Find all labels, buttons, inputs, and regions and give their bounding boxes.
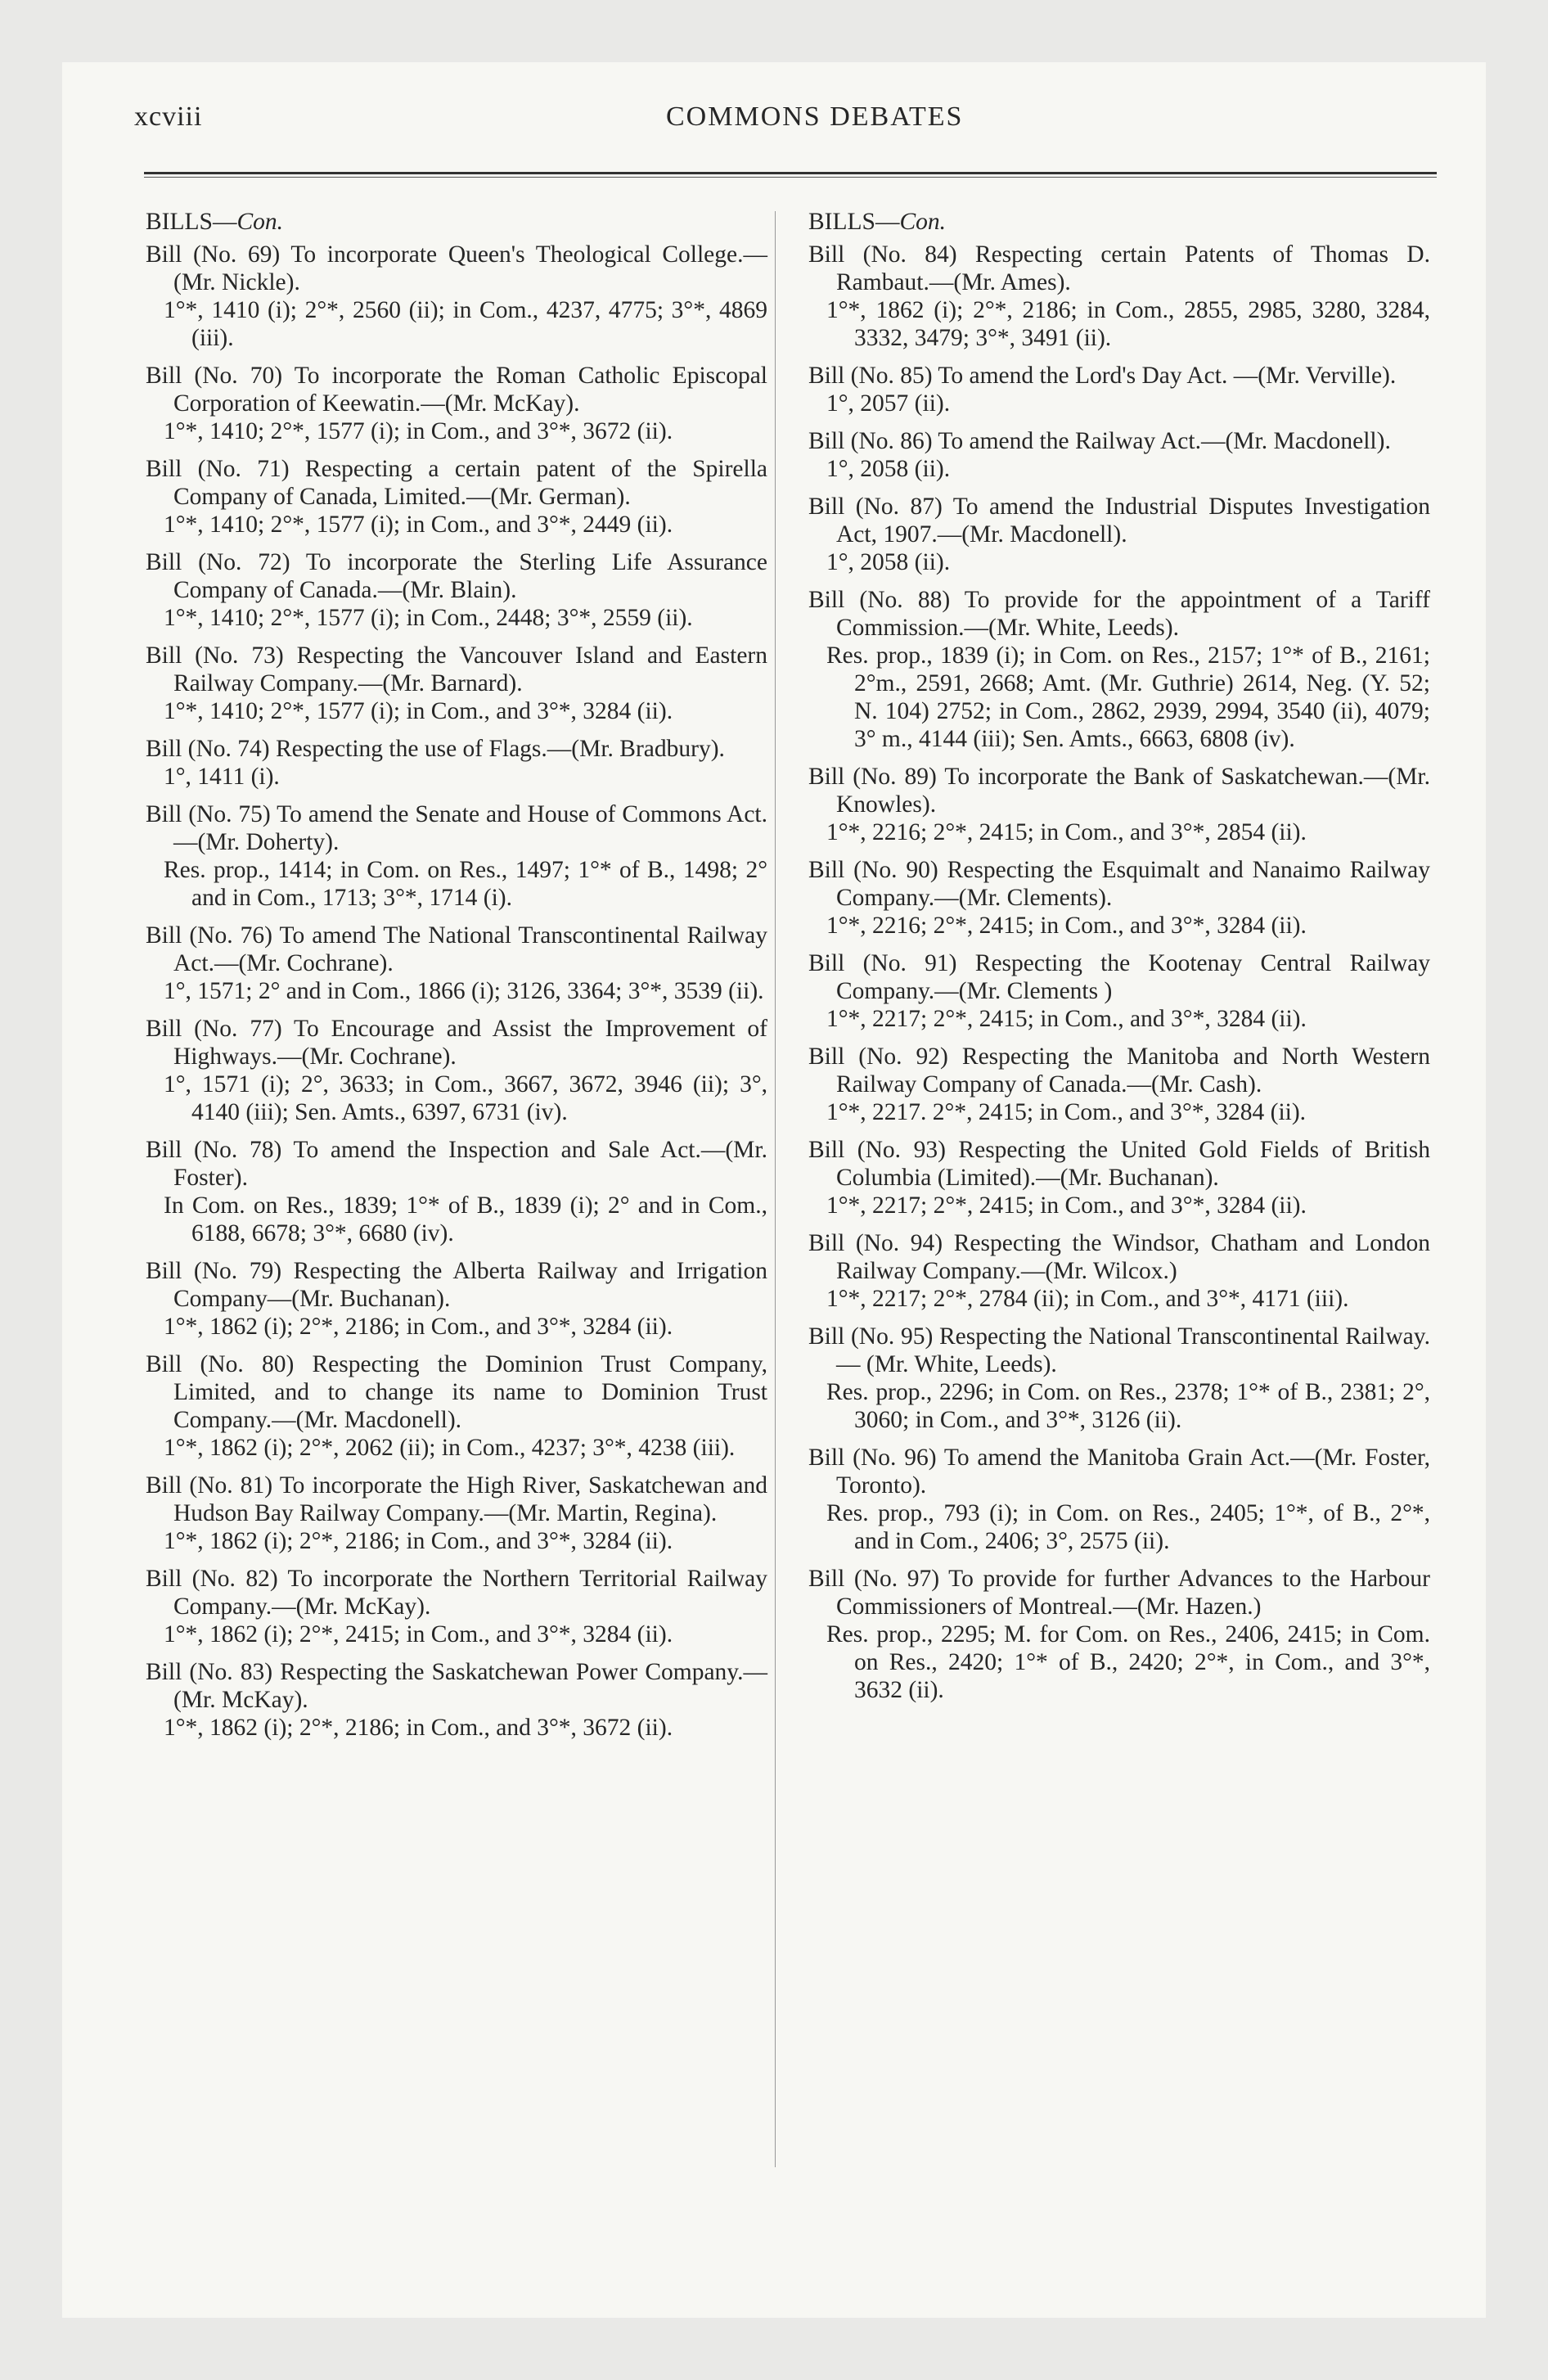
left-column xyxy=(146,208,767,1751)
bill-entry xyxy=(146,455,767,539)
bill-entry xyxy=(146,1658,767,1742)
bill-title: Bill (No. 78) To amend the Inspection and Sale Act.—(Mr. Foster). xyxy=(146,1137,767,1191)
bill-proceedings: 1°, 1571; 2° and in Com., 1866 (i); 3126, 3364; 3°*, 3539 (ii). xyxy=(164,978,764,1004)
bill-proceedings: 1°*, 1862 (i); 2°*, 2186; in Com., 2855, 2985, 3280, 3284, 3332, 3479; 3°*, 3491 (ii). xyxy=(826,297,1430,351)
bill-proceedings: 1°*, 1862 (i); 2°*, 2415; in Com., and 3°*, 3284 (ii). xyxy=(164,1621,673,1648)
column-heading xyxy=(808,208,1430,236)
page-header xyxy=(134,101,1443,151)
document-page xyxy=(62,62,1486,2318)
bill-proceedings: 1°*, 1410; 2°*, 1577 (i); in Com., and 3°*, 3284 (ii). xyxy=(164,698,673,724)
bill-title: Bill (No. 72) To incorporate the Sterling Life Assurance Company of Canada.—(Mr. Blain). xyxy=(146,549,767,603)
column-divider xyxy=(775,211,776,2167)
bill-proceedings: 1°, 1411 (i). xyxy=(164,764,280,790)
bill-proceedings: 1°*, 1862 (i); 2°*, 2186; in Com., and 3°*, 3284 (ii). xyxy=(164,1314,673,1340)
bill-proceedings: 1°*, 1410; 2°*, 1577 (i); in Com., and 3°*, 3672 (ii). xyxy=(164,418,673,444)
bill-entry xyxy=(146,241,767,352)
bill-title: Bill (No. 79) Respecting the Alberta Railway and Irrigation Company—(Mr. Buchanan). xyxy=(146,1258,767,1312)
column-heading-con: Con. xyxy=(236,209,284,235)
bill-title: Bill (No. 90) Respecting the Esquimalt and Nanaimo Railway Company.—(Mr. Clements). xyxy=(808,857,1430,911)
page-number: xcviii xyxy=(134,101,203,132)
bill-entry xyxy=(146,642,767,725)
bill-proceedings: 1°*, 1410 (i); 2°*, 2560 (ii); in Com., 4237, 4775; 3°*, 4869 (iii). xyxy=(164,297,767,351)
bill-title: Bill (No. 82) To incorporate the Northern Territorial Railway Company.—(Mr. McKay). xyxy=(146,1566,767,1620)
bill-entry xyxy=(146,800,767,912)
bill-entry xyxy=(146,1472,767,1555)
bill-title: Bill (No. 92) Respecting the Manitoba and North Western Railway Company of Canada.—(Mr. Cash). xyxy=(808,1044,1430,1098)
bill-proceedings: 1°*, 2217; 2°*, 2415; in Com., and 3°*, 3284 (ii). xyxy=(826,1192,1307,1219)
bill-entry xyxy=(808,1229,1430,1313)
bill-proceedings: 1°*, 1410; 2°*, 1577 (i); in Com., 2448; 3°*, 2559 (ii). xyxy=(164,605,693,631)
bill-title: Bill (No. 95) Respecting the National Transcontinental Railway. — (Mr. White, Leeds). xyxy=(808,1323,1430,1377)
bill-entry xyxy=(808,1043,1430,1126)
bill-entry xyxy=(146,1565,767,1648)
bill-entry xyxy=(808,856,1430,940)
bill-entry xyxy=(808,763,1430,846)
bill-entry xyxy=(808,427,1430,483)
bill-proceedings: In Com. on Res., 1839; 1°* of B., 1839 (i); 2° and in Com., 6188, 6678; 3°*, 6680 (iv). xyxy=(164,1192,767,1246)
bill-proceedings: 1°*, 2216; 2°*, 2415; in Com., and 3°*, 2854 (ii). xyxy=(826,819,1307,845)
bill-entry xyxy=(146,922,767,1005)
bill-proceedings: 1°*, 2216; 2°*, 2415; in Com., and 3°*, 3284 (ii). xyxy=(826,913,1307,939)
bill-title: Bill (No. 84) Respecting certain Patents of Thomas D. Rambaut.—(Mr. Ames). xyxy=(808,241,1430,295)
bill-proceedings: 1°, 1571 (i); 2°, 3633; in Com., 3667, 3672, 3946 (ii); 3°, 4140 (iii); Sen. Amts., 6397, 6731 (iv). xyxy=(164,1071,767,1125)
bill-entry xyxy=(808,1565,1430,1704)
bill-title: Bill (No. 91) Respecting the Kootenay Central Railway Company.—(Mr. Clements ) xyxy=(808,950,1430,1004)
bill-proceedings: Res. prop., 793 (i); in Com. on Res., 2405; 1°*, of B., 2°*, and in Com., 2406; 3°, 2575 (ii). xyxy=(826,1500,1430,1554)
bill-entry xyxy=(808,493,1430,576)
bill-entry xyxy=(146,548,767,632)
bill-entry xyxy=(808,949,1430,1033)
bill-entry xyxy=(146,1257,767,1341)
bill-entry xyxy=(808,586,1430,753)
bill-title: Bill (No. 87) To amend the Industrial Disputes Investigation Act, 1907.—(Mr. Macdonell). xyxy=(808,494,1430,548)
bill-title: Bill (No. 80) Respecting the Dominion Trust Company, Limited, and to change its name to Dominion Trust Company.—(Mr. Macdonell). xyxy=(146,1351,767,1433)
bill-proceedings: Res. prop., 2296; in Com. on Res., 2378; 1°* of B., 2381; 2°, 3060; in Com., and 3°*, 3126 (ii). xyxy=(826,1379,1430,1433)
bill-proceedings: 1°*, 1862 (i); 2°*, 2186; in Com., and 3°*, 3284 (ii). xyxy=(164,1528,673,1554)
bill-entry xyxy=(808,1136,1430,1219)
bill-entry xyxy=(146,1350,767,1462)
bill-title: Bill (No. 93) Respecting the United Gold Fields of British Columbia (Limited).—(Mr. Buchanan). xyxy=(808,1137,1430,1191)
bill-proceedings: Res. prop., 1414; in Com. on Res., 1497; 1°* of B., 1498; 2° and in Com., 1713; 3°*, 1714 (i). xyxy=(164,857,767,911)
bill-title: Bill (No. 69) To incorporate Queen's Theological College.—(Mr. Nickle). xyxy=(146,241,767,295)
bill-title: Bill (No. 83) Respecting the Saskatchewan Power Company.—(Mr. McKay). xyxy=(146,1659,767,1713)
bill-proceedings: 1°, 2057 (ii). xyxy=(826,390,951,417)
bill-title: Bill (No. 88) To provide for the appointment of a Tariff Commission.—(Mr. White, Leeds). xyxy=(808,587,1430,641)
bill-entry xyxy=(808,362,1430,417)
bill-title: Bill (No. 89) To incorporate the Bank of Saskatchewan.—(Mr. Knowles). xyxy=(808,764,1430,818)
column-heading-main: BILLS— xyxy=(146,209,237,235)
bill-title: Bill (No. 85) To amend the Lord's Day Act. —(Mr. Verville). xyxy=(808,363,1397,389)
bill-proceedings: 1°, 2058 (ii). xyxy=(826,456,951,482)
bill-title: Bill (No. 70) To incorporate the Roman Catholic Episcopal Corporation of Keewatin.—(Mr. McKay). xyxy=(146,363,767,417)
bill-title: Bill (No. 97) To provide for further Advances to the Harbour Commissioners of Montreal.—(Mr. Hazen.) xyxy=(808,1566,1430,1620)
bill-title: Bill (No. 96) To amend the Manitoba Grain Act.—(Mr. Foster, Toronto). xyxy=(808,1445,1430,1499)
bill-entry xyxy=(808,1444,1430,1555)
bill-title: Bill (No. 94) Respecting the Windsor, Chatham and London Railway Company.—(Mr. Wilcox.) xyxy=(808,1230,1430,1284)
bill-entry xyxy=(808,1323,1430,1434)
right-column xyxy=(808,208,1430,1714)
bill-proceedings: 1°*, 1862 (i); 2°*, 2186; in Com., and 3°*, 3672 (ii). xyxy=(164,1715,673,1741)
bill-proceedings: 1°*, 1410; 2°*, 1577 (i); in Com., and 3°*, 2449 (ii). xyxy=(164,512,673,538)
bill-entry xyxy=(146,735,767,791)
bill-proceedings: 1°*, 2217. 2°*, 2415; in Com., and 3°*, 3284 (ii). xyxy=(826,1099,1307,1125)
bill-entry xyxy=(146,362,767,445)
bill-title: Bill (No. 77) To Encourage and Assist the Improvement of Highways.—(Mr. Cochrane). xyxy=(146,1016,767,1070)
bill-entry xyxy=(146,1015,767,1126)
bill-proceedings: 1°*, 1862 (i); 2°*, 2062 (ii); in Com., 4237; 3°*, 4238 (iii). xyxy=(164,1435,736,1461)
bill-proceedings: Res. prop., 2295; M. for Com. on Res., 2406, 2415; in Com. on Res., 2420; 1°* of B., 2420; 2°*, in Com., and 3°*, 3632 (ii). xyxy=(826,1621,1430,1703)
header-rule-thin xyxy=(144,177,1437,178)
header-rule-thick xyxy=(144,172,1437,174)
bill-proceedings: 1°, 2058 (ii). xyxy=(826,549,951,575)
bill-entry xyxy=(808,241,1430,352)
bill-title: Bill (No. 75) To amend the Senate and House of Commons Act.—(Mr. Doherty). xyxy=(146,801,767,855)
bill-title: Bill (No. 73) Respecting the Vancouver Island and Eastern Railway Company.—(Mr. Barnard). xyxy=(146,642,767,696)
bill-title: Bill (No. 74) Respecting the use of Flags.—(Mr. Bradbury). xyxy=(146,736,725,762)
bill-title: Bill (No. 76) To amend The National Transcontinental Railway Act.—(Mr. Cochrane). xyxy=(146,922,767,976)
column-heading-con: Con. xyxy=(899,209,947,235)
column-heading-main: BILLS— xyxy=(808,209,900,235)
bill-title: Bill (No. 86) To amend the Railway Act.—(Mr. Macdonell). xyxy=(808,428,1391,454)
bill-title: Bill (No. 81) To incorporate the High River, Saskatchewan and Hudson Bay Railway Company.—(Mr. Martin, Regina). xyxy=(146,1472,767,1526)
column-heading xyxy=(146,208,767,236)
bill-entry xyxy=(146,1136,767,1247)
bill-proceedings: 1°*, 2217; 2°*, 2415; in Com., and 3°*, 3284 (ii). xyxy=(826,1006,1307,1032)
bill-proceedings: 1°*, 2217; 2°*, 2784 (ii); in Com., and 3°*, 4171 (iii). xyxy=(826,1286,1349,1312)
running-title: COMMONS DEBATES xyxy=(666,101,964,132)
bill-proceedings: Res. prop., 1839 (i); in Com. on Res., 2157; 1°* of B., 2161; 2°m., 2591, 2668; Amt. (Mr. Guthrie) 2614, Neg. (Y. 52; N. 104) 2752; in Com., 2862, 2939, 2994, 3540 (ii), 4079; 3° m., 4144 (iii); Sen. Amts., 6663, 6808 (iv). xyxy=(826,642,1430,752)
bill-title: Bill (No. 71) Respecting a certain patent of the Spirella Company of Canada, Limited.—(Mr. German). xyxy=(146,456,767,510)
